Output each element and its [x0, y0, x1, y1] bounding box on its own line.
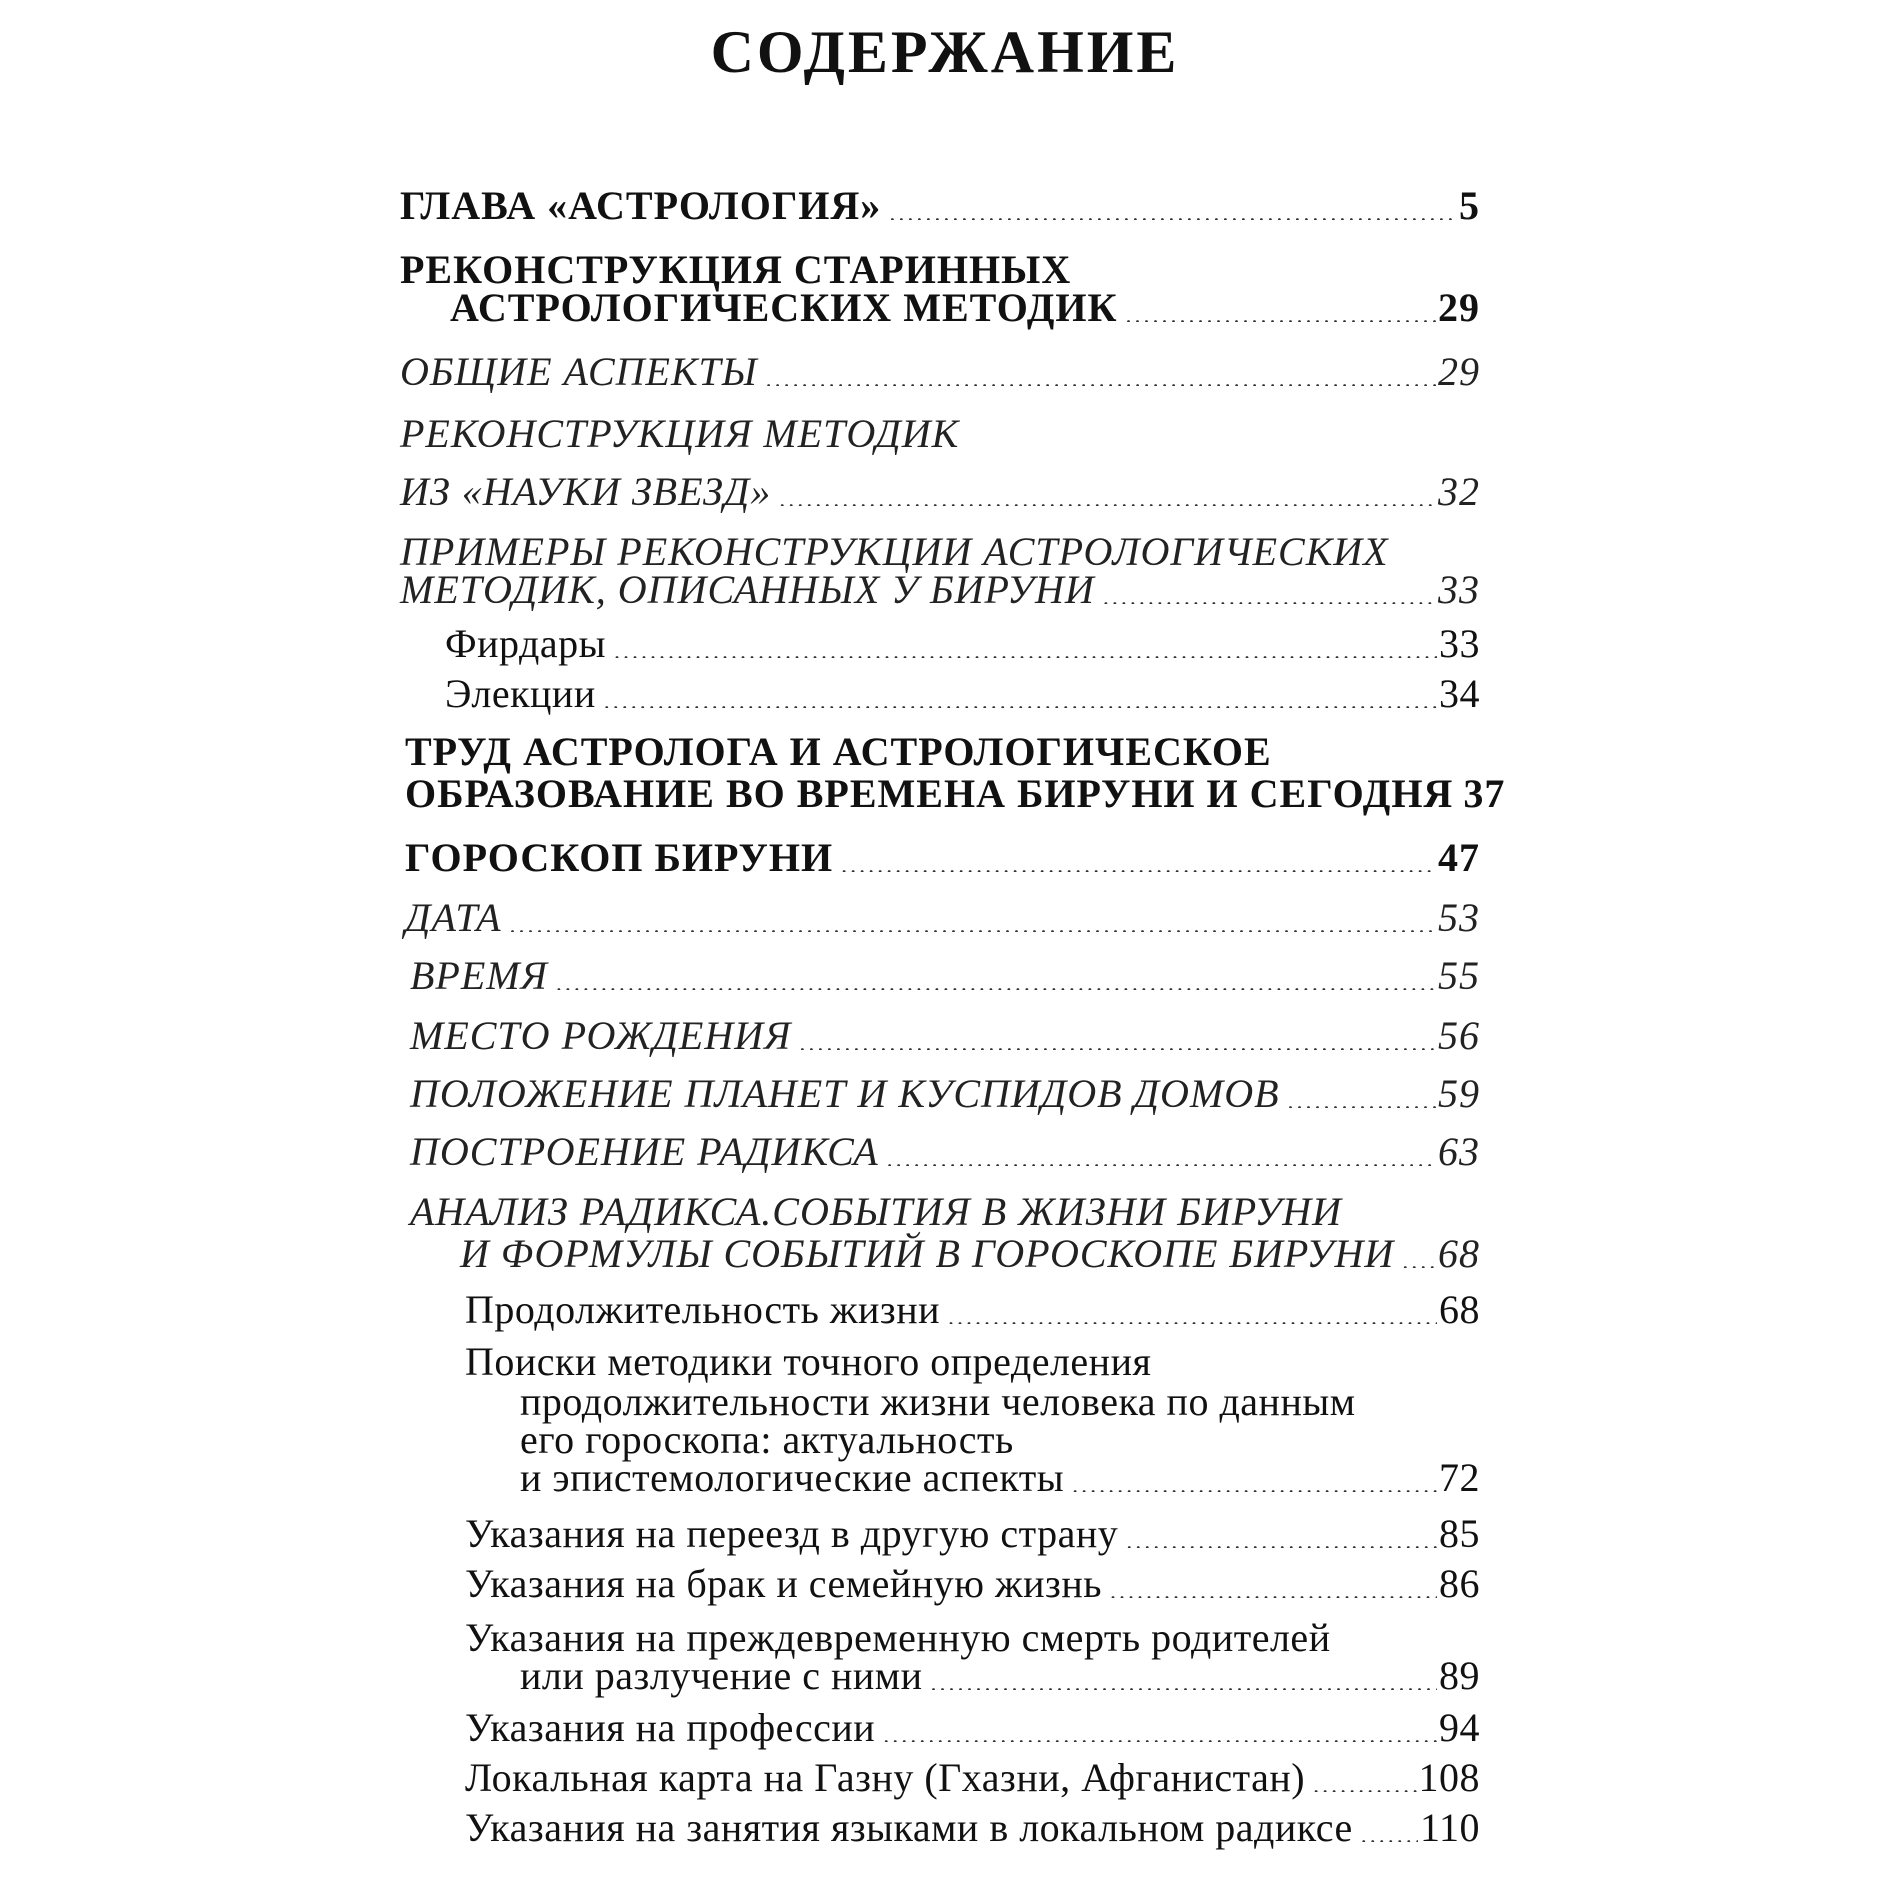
- toc-page-number: 85: [1439, 1511, 1480, 1556]
- toc-entry-title: ГОРОСКОП БИРУНИ: [405, 835, 834, 880]
- toc-page-number: 29: [1438, 349, 1480, 394]
- toc-page-number: 89: [1439, 1653, 1480, 1698]
- toc-page-number: 29: [1438, 285, 1480, 330]
- dot-leader: [604, 696, 1437, 708]
- toc-entry-title: ПОЛОЖЕНИЕ ПЛАНЕТ И КУСПИДОВ ДОМОВ: [410, 1071, 1280, 1116]
- toc-entry: [520, 1654, 1480, 1698]
- toc-entry-title-line: ПРИМЕРЫ РЕКОНСТРУКЦИИ АСТРОЛОГИЧЕСКИХ: [400, 529, 1389, 574]
- toc-entry-title: Указания на переезд в другую страну: [465, 1511, 1119, 1556]
- toc-page-number: 59: [1438, 1071, 1480, 1116]
- toc-entry: [445, 672, 1480, 716]
- dot-leader: [614, 646, 1437, 658]
- dot-leader: [1126, 310, 1436, 322]
- toc-page-number: 68: [1439, 1287, 1480, 1332]
- toc-entry: [465, 1806, 1480, 1850]
- dot-leader: [887, 1154, 1436, 1166]
- toc-page-number: 110: [1419, 1805, 1480, 1850]
- toc-entry-title: ДАТА: [405, 895, 502, 940]
- toc-entry-title: Локальная карта на Газну (Гхазни, Афганистан): [465, 1755, 1306, 1800]
- dot-leader: [1110, 1586, 1437, 1598]
- toc-entry-title: МЕТОДИК, ОПИСАННЫХ У БИРУНИ: [400, 567, 1095, 612]
- toc-entry: [405, 771, 1506, 816]
- toc-page-number: 34: [1439, 671, 1480, 716]
- toc-page-number: 86: [1439, 1561, 1480, 1606]
- toc-entry-title: МЕСТО РОЖДЕНИЯ: [410, 1013, 792, 1058]
- table-of-contents: [400, 0, 1506, 1890]
- toc-entry-title-line: Поиски методики точного определения: [465, 1339, 1152, 1384]
- toc-entry: [410, 1014, 1480, 1058]
- toc-entry: [405, 836, 1480, 880]
- dot-leader: [1313, 1780, 1416, 1792]
- toc-entry-title: ОБЩИЕ АСПЕКТЫ: [400, 349, 758, 394]
- toc-page-number: 56: [1438, 1013, 1480, 1058]
- toc-entry: [410, 954, 1480, 998]
- toc-entry: [400, 568, 1480, 612]
- dot-leader: [779, 494, 1436, 506]
- dot-leader: [1072, 1480, 1437, 1492]
- toc-entry: [405, 896, 1480, 940]
- toc-page-number: 94: [1439, 1705, 1480, 1750]
- toc-page-number: 47: [1438, 835, 1480, 880]
- dot-leader: [948, 1312, 1437, 1324]
- toc-page-number: 33: [1438, 567, 1480, 612]
- toc-page-number: 32: [1438, 469, 1480, 514]
- dot-leader: [1103, 592, 1436, 604]
- page-title: СОДЕРЖАНИЕ: [710, 19, 1180, 85]
- toc-entry-title: и эпистемологические аспекты: [520, 1455, 1065, 1500]
- toc-entry-title: Элекции: [445, 671, 596, 716]
- toc-entry-title-line: продолжительности жизни человека по данным: [520, 1379, 1356, 1424]
- toc-page-number: 5: [1459, 183, 1480, 228]
- toc-entry-title: Продолжительность жизни: [465, 1287, 941, 1332]
- toc-entry-title: Указания на брак и семейную жизнь: [465, 1561, 1103, 1606]
- toc-entry-title: АСТРОЛОГИЧЕСКИХ МЕТОДИК: [450, 285, 1118, 330]
- toc-entry: [465, 1562, 1480, 1606]
- toc-entry: [450, 286, 1480, 330]
- toc-entry: [465, 1706, 1480, 1750]
- toc-entry: [445, 622, 1480, 666]
- toc-entry-title-line: ТРУД АСТРОЛОГА И АСТРОЛОГИЧЕСКОЕ: [405, 729, 1272, 774]
- dot-leader: [889, 208, 1457, 220]
- toc-entry: [400, 350, 1480, 394]
- toc-entry: [410, 1072, 1480, 1116]
- dot-leader: [766, 374, 1436, 386]
- toc-entry-title: ПОСТРОЕНИЕ РАДИКСА: [410, 1129, 879, 1174]
- toc-page-number: 53: [1438, 895, 1480, 940]
- toc-entry-title: Указания на профессии: [465, 1705, 876, 1750]
- dot-leader: [556, 978, 1436, 990]
- dot-leader: [931, 1678, 1437, 1690]
- toc-entry-title-line: РЕКОНСТРУКЦИЯ СТАРИННЫХ: [400, 247, 1072, 292]
- toc-entry-title: ГЛАВА «АСТРОЛОГИЯ»: [400, 183, 882, 228]
- toc-entry-title: ОБРАЗОВАНИЕ ВО ВРЕМЕНА БИРУНИ И СЕГОДНЯ: [405, 771, 1454, 816]
- toc-entry: [460, 1232, 1480, 1276]
- toc-entry-title-line: его гороскопа: актуальность: [520, 1417, 1014, 1462]
- toc-page-number: 55: [1438, 953, 1480, 998]
- toc-entry-title-line: РЕКОНСТРУКЦИЯ МЕТОДИК: [400, 411, 960, 456]
- toc-entry: [465, 1512, 1480, 1556]
- toc-entry: [465, 1756, 1480, 1800]
- toc-entry-title: Указания на занятия языками в локальном радиксе: [465, 1805, 1353, 1850]
- toc-entry: [400, 470, 1480, 514]
- dot-leader: [1361, 1830, 1418, 1842]
- dot-leader: [841, 860, 1436, 872]
- toc-page-number: 33: [1439, 621, 1480, 666]
- toc-entry: [520, 1456, 1480, 1500]
- dot-leader: [1402, 1256, 1436, 1268]
- toc-entry-title-line: АНАЛИЗ РАДИКСА.СОБЫТИЯ В ЖИЗНИ БИРУНИ: [410, 1189, 1343, 1234]
- toc-entry-title: или разлучение с ними: [520, 1653, 923, 1698]
- toc-entry-title: ВРЕМЯ: [410, 953, 548, 998]
- toc-entry-title: Фирдары: [445, 621, 606, 666]
- toc-entry-title: И ФОРМУЛЫ СОБЫТИЙ В ГОРОСКОПЕ БИРУНИ: [460, 1231, 1395, 1276]
- toc-page-number: 68: [1438, 1231, 1480, 1276]
- toc-entry: [410, 1130, 1480, 1174]
- dot-leader: [1288, 1096, 1436, 1108]
- toc-entry: [465, 1288, 1480, 1332]
- dot-leader: [883, 1730, 1437, 1742]
- toc-entry: [400, 184, 1480, 228]
- toc-page-number: 108: [1418, 1755, 1480, 1800]
- dot-leader: [510, 920, 1436, 932]
- toc-page-number: 63: [1438, 1129, 1480, 1174]
- toc-page-number: 72: [1439, 1455, 1480, 1500]
- toc-page-number: 37: [1463, 771, 1506, 816]
- dot-leader: [1126, 1536, 1437, 1548]
- dot-leader: [799, 1038, 1436, 1050]
- toc-entry-title: ИЗ «НАУКИ ЗВЕЗД»: [400, 469, 772, 514]
- toc-entry-title-line: Указания на преждевременную смерть родителей: [465, 1615, 1331, 1660]
